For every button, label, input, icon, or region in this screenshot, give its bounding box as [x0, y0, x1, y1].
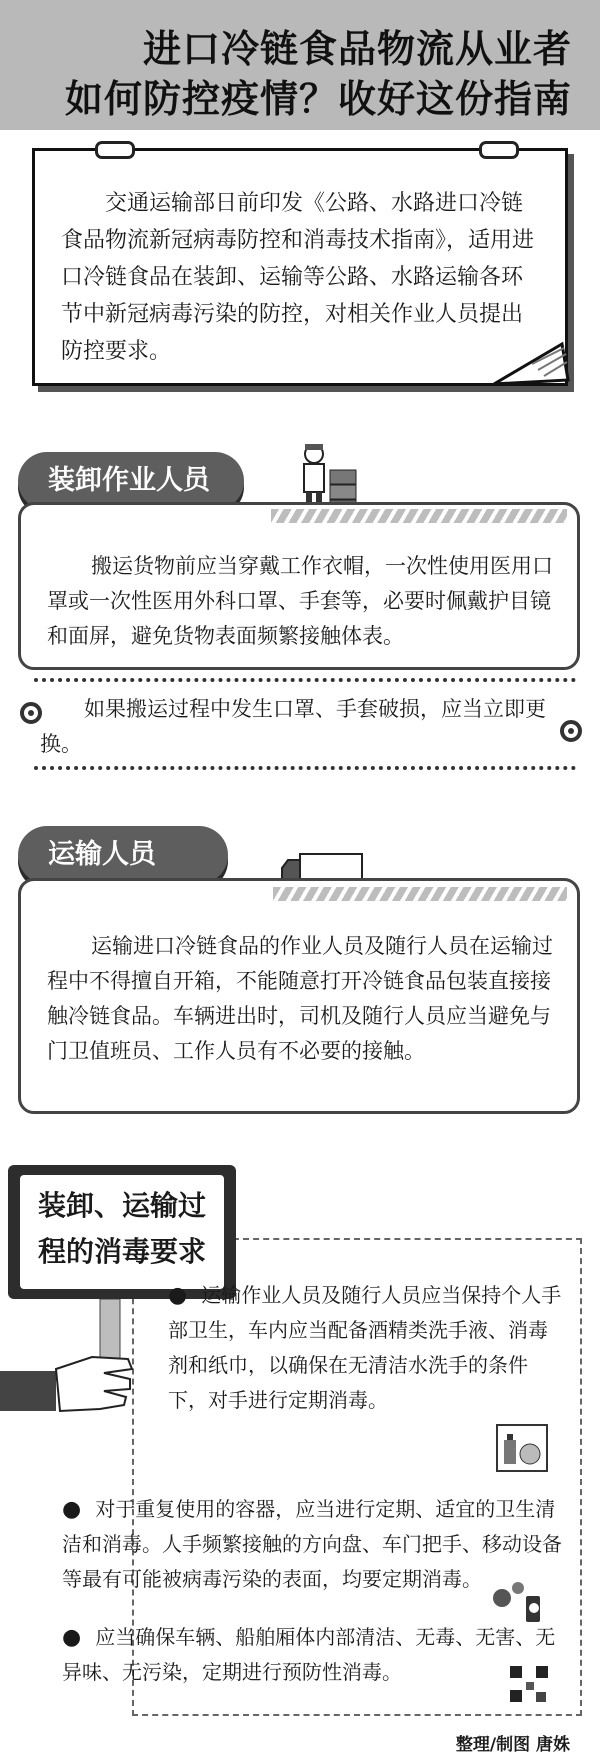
- disinfection-item-3-text: 应当确保车辆、船舶厢体内部清洁、无毒、无害、无异味、无污染，定期进行预防性消毒。: [62, 1625, 556, 1684]
- transport-card: [18, 878, 580, 1114]
- loading-note-card: [34, 678, 576, 770]
- section-label-transport: [18, 826, 228, 884]
- page-title-line2: 如何防控疫情？收好这份指南: [64, 77, 572, 121]
- page-curl-icon: [492, 340, 570, 386]
- disinfection-item-1: [168, 1278, 564, 1418]
- transport-paragraph: 运输进口冷链食品的作业人员及随行人员在运输过程中不得擅自开箱，不能随意打开冷链食品包装直接接触冷链食品。车辆进出时，司机及随行人员应当避免与门卫值班员、工作人员有不必要的接触。: [47, 934, 553, 1063]
- loading-paragraph: 搬运货物前应当穿戴工作衣帽，一次性使用医用口罩或一次性医用外科口罩、手套等，必要时佩戴护目镜和面屏，避免货物表面频繁接触体表。: [47, 554, 553, 648]
- disinfection-item-2-text: 对于重复使用的容器，应当进行定期、适宜的卫生清洁和消毒。人手频繁接触的方向盘、车门把手、移动设备等最有可能被病毒污染的表面，均要定期消毒。: [62, 1497, 562, 1591]
- disinfection-heading: [20, 1175, 224, 1289]
- section-label-loading-text: 装卸作业人员: [48, 465, 210, 496]
- section-label-transport-text: 运输人员: [48, 839, 156, 870]
- title-banner: [0, 0, 600, 130]
- disinfection-heading-line2: 程的消毒要求: [37, 1235, 206, 1268]
- decorative-band: [271, 509, 567, 523]
- disinfection-item-3: [62, 1620, 562, 1690]
- page-title-line1: 进口冷链食品物流从业者: [142, 27, 572, 71]
- intro-paragraph: 交通运输部日前印发《公路、水路进口冷链食品物流新冠病毒防控和消毒技术指南》，适用进口冷链食品在装卸、运输等公路、水路运输各环节中新冠病毒污染的防控，对相关作业人员提出防控要求。: [61, 191, 535, 364]
- bullet-icon: ●: [168, 1282, 188, 1308]
- ring-icon: [560, 720, 582, 742]
- decorative-band: [273, 887, 567, 901]
- credit-line: 整理/制图 唐姝: [455, 1735, 570, 1755]
- sanitizer-icon: [496, 1424, 548, 1472]
- disinfection-heading-line1: 装卸、运输过: [37, 1189, 206, 1222]
- intro-card: [32, 148, 568, 386]
- disinfection-item-1-text: 运输作业人员及随行人员应当保持个人手部卫生，车内应当配备酒精类洗手液、消毒剂和纸巾，以确保在无清洁水洗手的条件下，对手进行定期消毒。: [168, 1283, 562, 1412]
- paperclip-icon: [479, 141, 519, 159]
- loading-note-paragraph: 如果搬运过程中发生口罩、手套破损，应当立即更换。: [40, 697, 546, 756]
- bullet-icon: ●: [62, 1496, 82, 1522]
- paperclip-icon: [95, 141, 135, 159]
- virus-spray-icon: [486, 1578, 550, 1626]
- ring-icon: [20, 702, 42, 724]
- loading-card: [18, 502, 580, 670]
- bullet-icon: ●: [62, 1624, 82, 1650]
- pointing-hand-icon: [0, 1299, 150, 1449]
- qr-code-icon: [508, 1664, 550, 1704]
